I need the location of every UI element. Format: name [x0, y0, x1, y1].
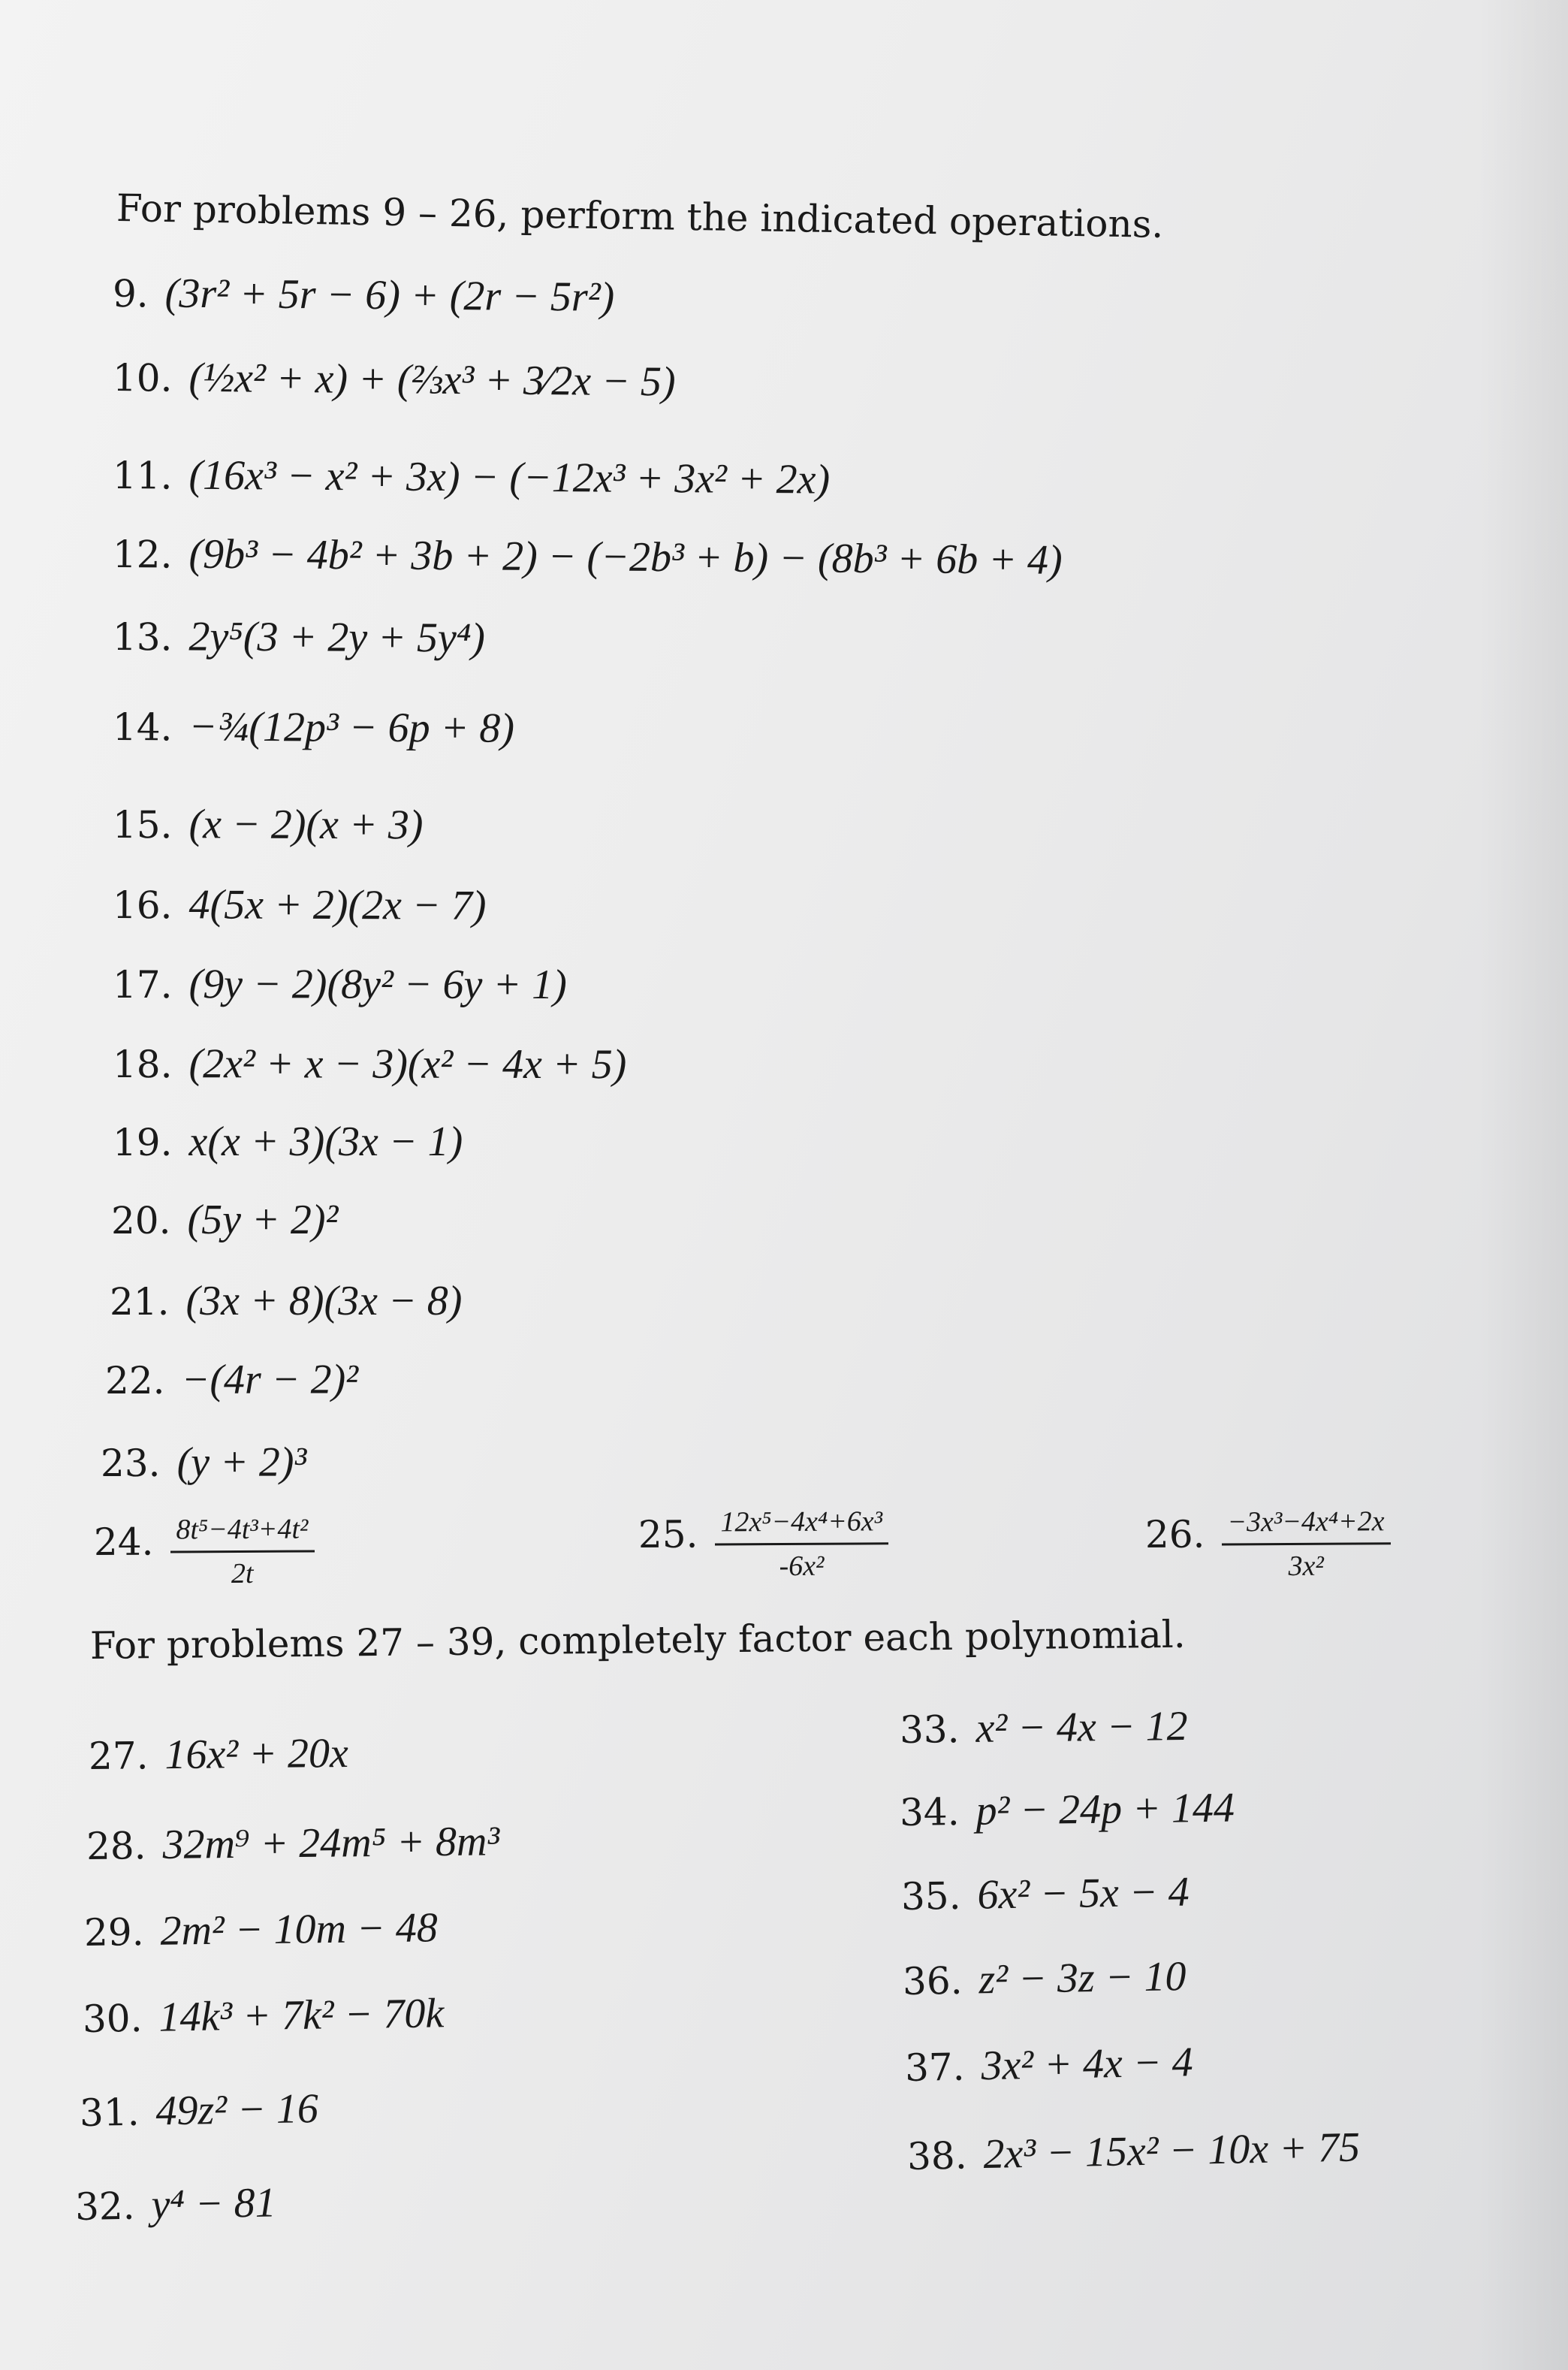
problem-number: 30.: [82, 1996, 143, 2041]
problem-number: 18.: [112, 1043, 173, 1087]
problem-number: 24.: [93, 1520, 154, 1565]
problem-28: [86, 1817, 500, 1870]
fraction-denominator: 3x²: [1288, 1550, 1324, 1583]
fraction-expression: [1221, 1505, 1391, 1583]
problem-expression: (2x² + x − 3)(x² − 4x + 5): [188, 1040, 627, 1088]
problem-number: 17.: [112, 963, 173, 1007]
problem-expression: (9b³ − 4b² + 3b + 2) − (−2b³ + b) − (8b³ + 6b + 4): [188, 530, 1063, 584]
problem-35: [901, 1868, 1190, 1920]
problem-number: 34.: [899, 1790, 960, 1834]
problem-13: [113, 612, 485, 663]
problem-number: 35.: [900, 1873, 961, 1919]
problem-number: 37.: [904, 2045, 966, 2090]
problem-expression: (5y + 2)²: [187, 1197, 339, 1243]
problem-number: 27.: [88, 1734, 149, 1778]
problem-expression: (9y − 2)(8y² − 6y + 1): [188, 961, 567, 1009]
problem-number: 10.: [112, 356, 173, 400]
problem-19: [113, 1118, 463, 1166]
problem-32: [74, 2178, 276, 2230]
problem-24: [94, 1512, 315, 1591]
problem-10: [113, 353, 676, 406]
problem-20: [111, 1196, 338, 1244]
fraction-numerator: 12x⁵−4x⁴+6x³: [714, 1505, 888, 1545]
problem-number: 14.: [112, 705, 173, 750]
problem-22: [105, 1355, 358, 1404]
problem-18: [113, 1040, 626, 1088]
problem-30: [83, 1989, 445, 2042]
problem-number: 13.: [112, 615, 173, 660]
problem-expression: y⁴ − 81: [150, 2179, 277, 2229]
problem-12: [113, 530, 1063, 584]
problem-expression: (3x + 8)(3x − 8): [185, 1278, 463, 1324]
problem-17: [113, 960, 567, 1009]
problem-number: 9.: [112, 272, 149, 316]
problem-expression: (x − 2)(x + 3): [188, 801, 424, 849]
section1-heading: For problems 9 – 26, perform the indicated operations.: [116, 186, 1164, 246]
problem-expression: 4(5x + 2)(2x − 7): [188, 881, 487, 929]
problem-21: [110, 1277, 462, 1325]
problem-expression: 49z² − 16: [155, 2085, 319, 2135]
problem-number: 21.: [110, 1280, 170, 1324]
problem-expression: (y + 2)³: [176, 1439, 307, 1486]
problem-expression: 6x² − 5x − 4: [977, 1868, 1190, 1919]
problem-expression: (16x³ − x² + 3x) − (−12x³ + 3x² + 2x): [188, 451, 831, 503]
problem-expression: 14k³ + 7k² − 70k: [158, 1990, 445, 2041]
problem-26: [1145, 1505, 1391, 1584]
fraction-denominator: -6x²: [779, 1550, 825, 1583]
problem-number: 26.: [1144, 1512, 1205, 1557]
problem-number: 23.: [100, 1441, 161, 1485]
problem-expression: 16x² + 20x: [164, 1729, 349, 1779]
section2-heading: For problems 27 – 39, completely factor each polynomial.: [89, 1612, 1186, 1668]
problem-expression: z² − 3z − 10: [978, 1953, 1187, 2003]
problem-38: [906, 2123, 1360, 2180]
problem-33: [900, 1702, 1188, 1753]
problem-expression: x(x + 3)(3x − 1): [188, 1119, 463, 1165]
problem-expression: (3r² + 5r − 6) + (2r − 5r²): [164, 270, 615, 321]
problem-expression: −¾(12p³ − 6p + 8): [188, 703, 515, 752]
fraction-numerator: 8t⁵−4t³+4t²: [170, 1512, 314, 1553]
problem-11: [113, 451, 831, 504]
problem-number: 15.: [112, 803, 173, 847]
fraction-numerator: −3x³−4x⁴+2x: [1221, 1505, 1390, 1545]
problem-expression: −(4r − 2)²: [181, 1356, 359, 1403]
problem-29: [84, 1904, 439, 1956]
problem-expression: 2m² − 10m − 48: [160, 1904, 439, 1955]
problem-23: [101, 1439, 306, 1487]
problem-expression: p² − 24p + 144: [975, 1784, 1235, 1834]
problem-number: 28.: [86, 1824, 146, 1868]
fraction-expression: [714, 1505, 888, 1583]
problem-expression: 32m⁹ + 24m⁵ + 8m³: [162, 1818, 500, 1868]
problem-27: [89, 1729, 348, 1780]
problem-number: 29.: [83, 1910, 144, 1955]
problem-expression: (½x² + x) + (⅔x³ + 3⁄2x − 5): [188, 354, 676, 406]
problem-34: [900, 1784, 1235, 1836]
problem-16: [113, 880, 487, 930]
page-shadow: [1478, 0, 1568, 2370]
problem-number: 36.: [902, 1958, 963, 2003]
problem-number: 11.: [112, 454, 173, 498]
problem-expression: 3x² + 4x − 4: [980, 2039, 1194, 2090]
problem-number: 32.: [74, 2184, 136, 2229]
problem-number: 16.: [112, 883, 173, 928]
problem-number: 33.: [899, 1707, 960, 1752]
problem-number: 12.: [112, 533, 173, 577]
fraction-denominator: 2t: [231, 1557, 254, 1590]
fraction-expression: [170, 1512, 315, 1590]
problem-expression: x² − 4x − 12: [975, 1702, 1188, 1752]
problem-expression: 2y⁵(3 + 2y + 5y⁴): [188, 613, 486, 662]
problem-15: [113, 800, 424, 849]
problem-number: 22.: [104, 1358, 165, 1402]
problem-number: 20.: [111, 1199, 171, 1242]
problem-9: [113, 269, 615, 322]
problem-25: [638, 1505, 889, 1584]
problem-expression: 2x³ − 15x² − 10x + 75: [982, 2124, 1361, 2178]
problem-14: [113, 702, 514, 753]
problem-31: [79, 2085, 318, 2136]
problem-number: 31.: [79, 2090, 140, 2135]
problem-number: 25.: [638, 1512, 698, 1557]
problem-number: 38.: [906, 2133, 968, 2178]
problem-number: 19.: [113, 1121, 173, 1164]
problem-37: [904, 2038, 1193, 2091]
problem-36: [902, 1952, 1186, 2005]
